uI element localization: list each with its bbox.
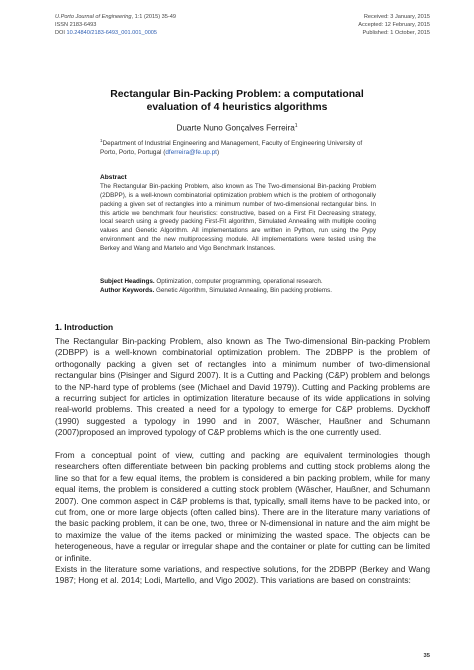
abstract-heading: Abstract xyxy=(100,174,127,181)
subject-headings xyxy=(100,278,376,287)
doi-label: DOI xyxy=(55,30,67,36)
intro-paragraph-1: The Rectangular Bin-packing Problem, also known as The Two-dimensional Bin-packing Problem (2DBPP) is a well-known combinatorial optimization problem. The 2DBPP is the problem of orthogonally packing a given set of rectangles into a minimum number of two-dimensional rectangular bins (Pisinger and Sigurd 2007). It is a Cutting and Packing (C&P) problem and belongs to the NP-hard type of problems (see (Michael and David 1979)). Cutting and Packing problems are a recurring subject for articles in optimization literature because of its wide applications in solving real-world problems. This created a need for a typology to emerge for C&P problems. Dyckhoff (1990) suggested a typology in 1990 and in 2007, Wäscher, Haußner and Schumann (2007)proposed an improved typology of C&P problems which is the one currently used. xyxy=(55,336,430,438)
author-keywords xyxy=(100,287,376,296)
journal-volume: , 1:1 (2015) 35-49 xyxy=(131,14,176,20)
author-line xyxy=(0,123,474,133)
author-superscript: 1 xyxy=(294,123,298,129)
received-date: Received: 3 January, 2015 xyxy=(363,14,430,20)
keywords-text: Genetic Algorithm, Simulated Annealing, Bin packing problems. xyxy=(154,287,333,294)
email-link[interactable]: dferreira@fe.up.pt xyxy=(165,149,217,157)
journal-name: U.Porto Journal of Engineering xyxy=(55,14,132,20)
subject-text: Optimization, computer programming, operational research. xyxy=(154,278,323,285)
paper-title xyxy=(40,88,434,114)
dates-header xyxy=(358,13,430,37)
journal-citation xyxy=(55,13,176,21)
journal-header xyxy=(55,13,176,37)
affiliation-superscript: 1 xyxy=(100,138,103,143)
affiliation-close: ) xyxy=(216,149,220,157)
affiliation-text: Department of Industrial Engineering and Management, Faculty of Engineering University of Porto, Porto, Portugal ( xyxy=(100,140,363,157)
page-number: 35 xyxy=(423,653,430,659)
issn: ISSN 2183-6493 xyxy=(55,22,97,28)
doi-link[interactable]: 10.24840/2183-6493_001.001_0005 xyxy=(66,30,158,36)
subject-label: Subject Headings. xyxy=(100,278,155,285)
doi-line xyxy=(55,29,176,37)
published-date: Published: 1 October, 2015 xyxy=(362,30,430,36)
affiliation xyxy=(100,136,376,157)
title-line-1: Rectangular Bin-Packing Problem: a computational xyxy=(110,89,364,100)
keywords-label: Author Keywords. xyxy=(100,287,155,294)
accepted-date: Accepted: 12 February, 2015 xyxy=(358,22,430,28)
intro-paragraph-2: From a conceptual point of view, cutting and packing are equivalent terminologies though researchers often differentiate between bin packing problems and cutting stock problems along the line so that for a few equal items, the problem is considered a bin packing problem, while for many equal items, the problem is considered a cutting stock problem (Wäscher, Haußner, and Schumann 2007). One common aspect in C&P problems is that, typically, small items have to be packed into, or cut from, one or more large objects (often called bins). There are in the literature many variations of the basic packing problem, it can be one, two, three or N-dimensional in nature and the aim might be to maximize the value of the items packed or minimizing the wasted space. The objects can be heterogeneous, have a regular or irregular shape and the container or plate for cutting can be limited or infinite. xyxy=(55,450,430,563)
intro-paragraph-3: Exists in the literature some variations, and respective solutions, for the 2DBPP (Berkey and Wang 1987; Hong et al. 2014; Lodi, Martello, and Vigo 2002). This variations are based on constraints: xyxy=(55,564,430,586)
section-heading-introduction: 1. Introduction xyxy=(55,322,114,332)
abstract-text: The Rectangular Bin-packing Problem, also known as The Two-dimensional Bin-packing Problem (2DBPP), is a well-known combinatorial optimization problem which is the problem of orthogonally packing a given set of rectangles into a minimum number of two-dimensional rectangular bins. In this article we benchmark four heuristics: constructive, based on a First Fit Decreasing strategy, local search using a greedy packing First-Fit algorithm, Simulated Annealing with multiple cooling values and Genetic Algorithm. All implementations are written in Python, run using the Pypy environment and the new multiprocessing module. All implementations were tested using the Berkey and Wang and Martelo and Vigo Benchmark Instances. xyxy=(100,183,376,252)
title-line-2: evaluation of 4 heuristics algorithms xyxy=(146,102,328,113)
author-name: Duarte Nuno Gonçalves Ferreira xyxy=(176,123,295,133)
